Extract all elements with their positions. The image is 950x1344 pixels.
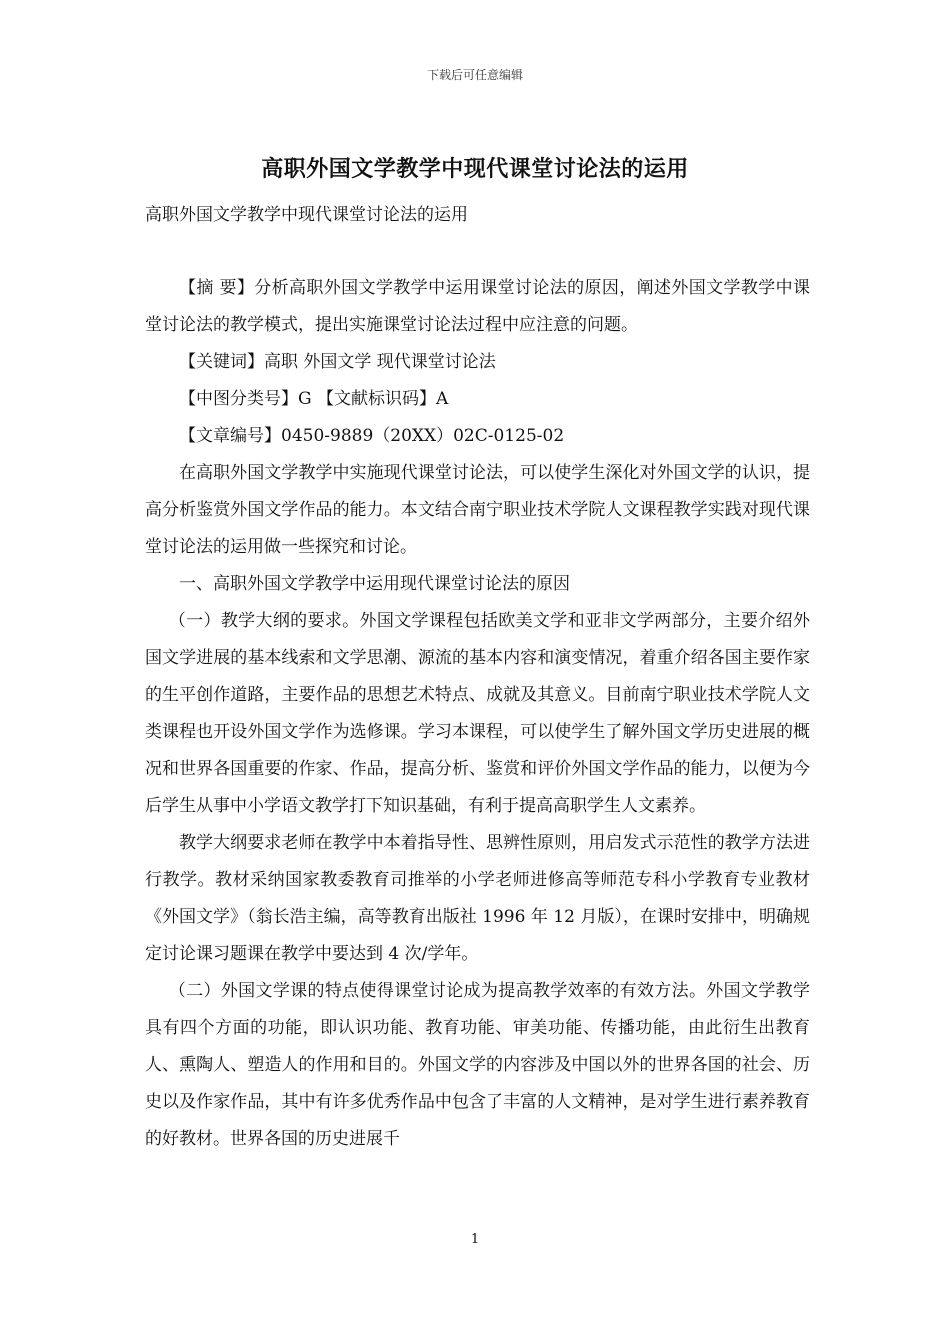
classification-line: 【中图分类号】G 【文献标识码】A (179, 389, 449, 409)
document-subtitle: 高职外国文学教学中现代课堂讨论法的运用 (145, 205, 468, 225)
section-heading: 一、高职外国文学教学中运用现代课堂讨论法的原因 (179, 574, 570, 594)
document-title: 高职外国文学教学中现代课堂讨论法的运用 (261, 156, 689, 182)
article-number-line: 【文章编号】0450-9889（20XX）02C-0125-02 (179, 426, 565, 446)
body-paragraph: 在高职外国文学教学中实施现代课堂讨论法，可以使学生深化对外国文学的认识，提高分析鉴赏外国文学作品的能力。本文结合南宁职业技术学院人文课程教学实践对现代课堂讨论法的运用做一些探究和讨论。 (145, 463, 810, 557)
abstract-paragraph: 【摘 要】分析高职外国文学教学中运用课堂讨论法的原因，阐述外国文学教学中课堂讨论法的教学模式，提出实施课堂讨论法过程中应注意的问题。 (145, 278, 810, 335)
body-paragraph: （一）教学大纲的要求。外国文学课程包括欧美文学和亚非文学两部分，主要介绍外国文学进展的基本线索和文学思潮、源流的基本内容和演变情况，着重介绍各国主要作家的生平创作道路，主要作品的思想艺术特点、成就及其意义。目前南宁职业技术学院人文类课程也开设外国文学作为选修课。学习本课程，可以使学生了解外国文学历史进展的概况和世界各国重要的作家、作品，提高分析、鉴赏和评价外国文学作品的能力，以便为今后学生从事中小学语文教学打下知识基础，有利于提高高职学生人文素养。 (145, 611, 810, 816)
page-number: 1 (470, 1232, 480, 1247)
page-header: 下载后可任意编辑 (426, 68, 523, 82)
document-body (145, 270, 810, 1158)
body-paragraph: （二）外国文学课的特点使得课堂讨论成为提高教学效率的有效方法。外国文学教学具有四个方面的功能，即认识功能、教育功能、审美功能、传播功能，由此衍生出教育人、熏陶人、塑造人的作用和目的。外国文学的内容涉及中国以外的世界各国的社会、历史以及作家作品，其中有许多优秀作品中包含了丰富的人文精神，是对学生进行素养教育的好教材。世界各国的历史进展千 (145, 981, 810, 1149)
body-paragraph: 教学大纲要求老师在教学中本着指导性、思辨性原则，用启发式示范性的教学方法进行教学。教材采纳国家教委教育司推举的小学老师进修高等师范专科小学教育专业教材《外国文学》（翁长浩主编，高等教育出版社 1996 年 12 月版），在课时安排中，明确规定讨论课习题课在教学中要达到 4 次/学年。 (145, 833, 810, 964)
keywords-line: 【关键词】高职 外国文学 现代课堂讨论法 (179, 352, 496, 372)
